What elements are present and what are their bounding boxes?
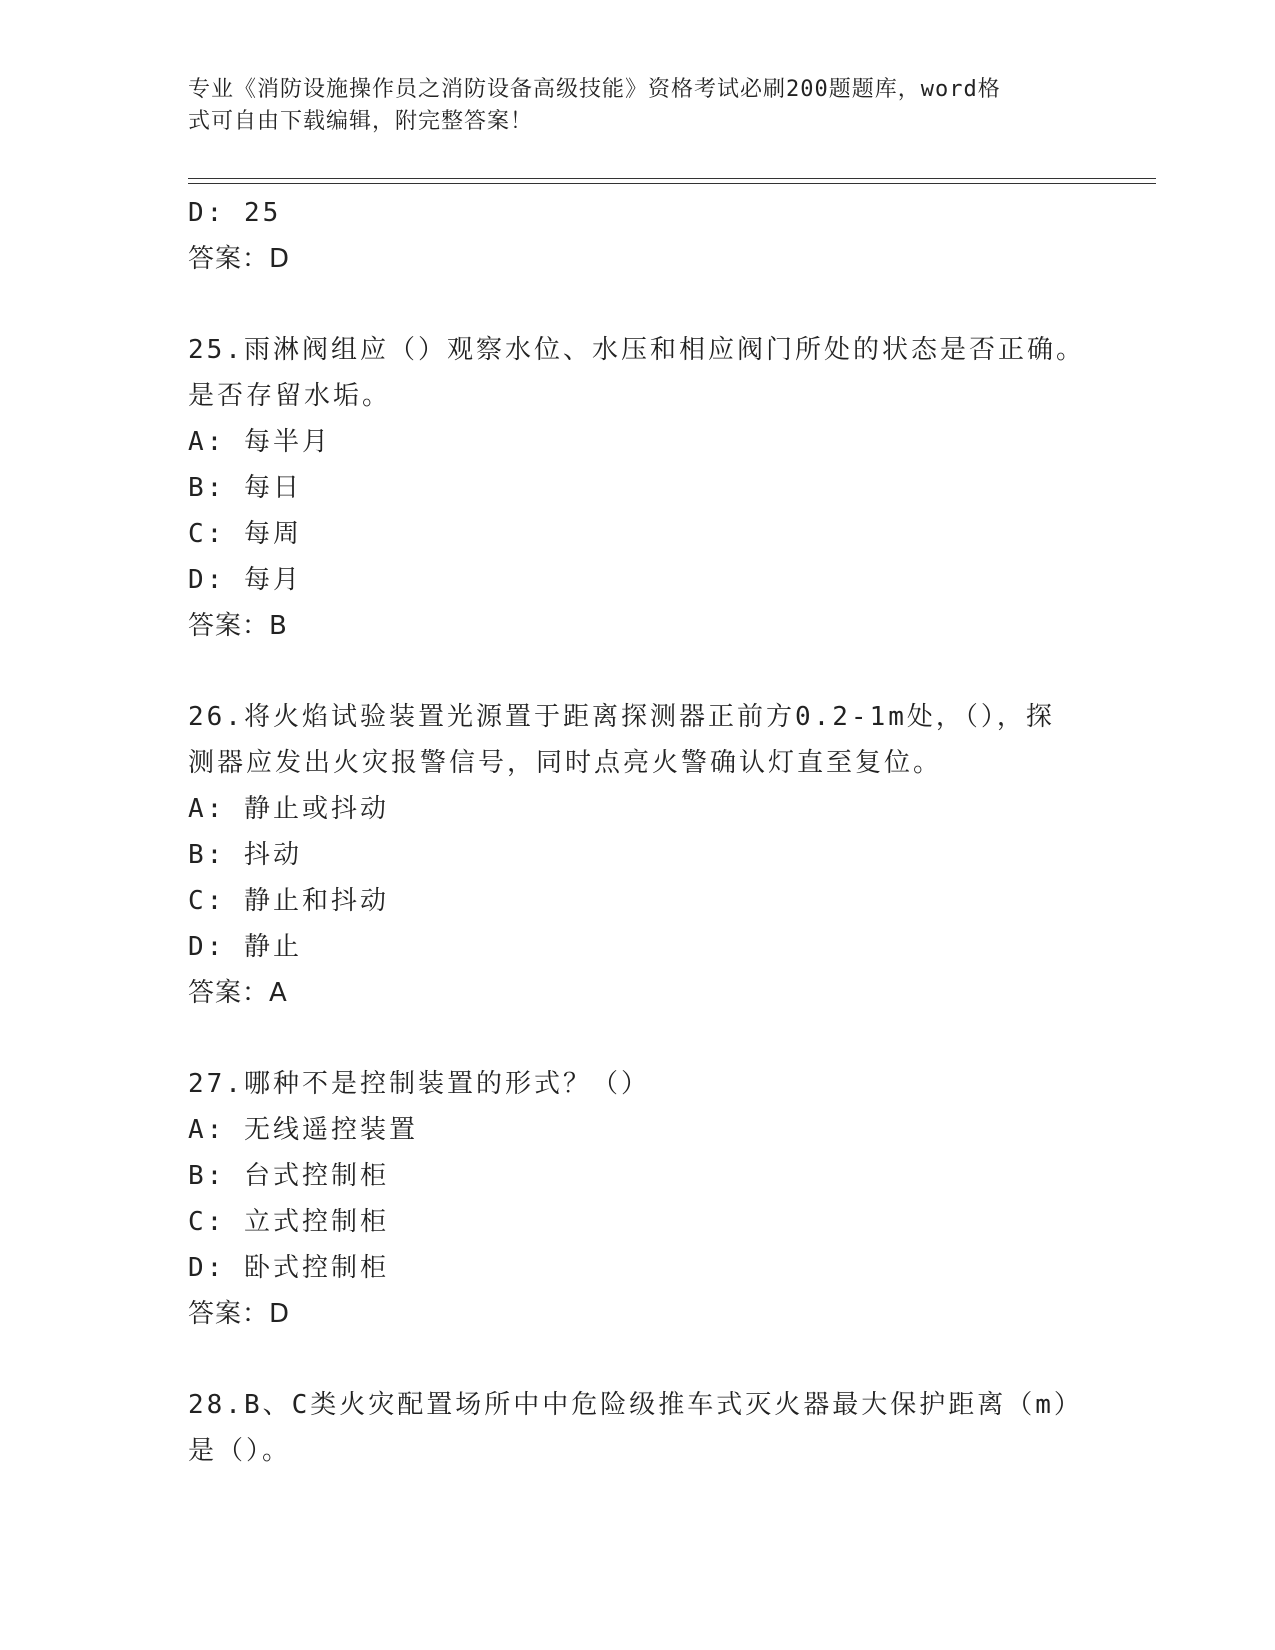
document-header	[188, 74, 1068, 138]
option-c: C: 静止和抖动	[188, 886, 389, 916]
option-a: A: 每半月	[188, 427, 331, 457]
option-a: A: 无线遥控装置	[188, 1115, 418, 1145]
answer-line: 答案：D	[188, 1299, 291, 1329]
question-stem-continued: 是（）。	[188, 1436, 292, 1466]
option-c: C: 每周	[188, 519, 302, 549]
question-list	[188, 190, 1088, 1474]
option-d: D: 静止	[188, 932, 302, 962]
option-c: C: 立式控制柜	[188, 1207, 389, 1237]
option-a: A: 静止或抖动	[188, 794, 389, 824]
option-b: B: 台式控制柜	[188, 1161, 389, 1191]
question-28	[188, 1382, 1088, 1474]
header-divider-bottom	[188, 183, 1156, 184]
header-line-2: 式可自由下载编辑，附完整答案！	[188, 109, 534, 134]
answer-line: 答案：D	[188, 244, 291, 274]
option-b: B: 每日	[188, 473, 302, 503]
header-divider-top	[188, 178, 1156, 179]
previous-question-tail	[188, 190, 1088, 282]
option-b: B: 抖动	[188, 840, 302, 870]
question-stem-continued: 测器应发出火灾报警信号，同时点亮火警确认灯直至复位。	[188, 748, 943, 778]
option-d: D: 25	[188, 198, 282, 228]
option-d: D: 卧式控制柜	[188, 1253, 389, 1283]
question-stem: 26.将火焰试验装置光源置于距离探测器正前方0.2-1m处，（），探	[188, 702, 1055, 732]
question-stem-continued: 是否存留水垢。	[188, 381, 392, 411]
question-stem: 27.哪种不是控制装置的形式？（）	[188, 1069, 650, 1099]
question-27	[188, 1061, 1088, 1337]
header-line-1: 专业《消防设施操作员之消防设备高级技能》资格考试必刷200题题库，word格	[188, 77, 1001, 102]
question-25	[188, 327, 1088, 649]
question-26	[188, 694, 1088, 1016]
answer-line: 答案：A	[188, 978, 288, 1008]
option-d: D: 每月	[188, 565, 302, 595]
question-stem: 25.雨淋阀组应（）观察水位、水压和相应阀门所处的状态是否正确。	[188, 335, 1085, 365]
question-stem: 28.B、C类火灾配置场所中中危险级推车式灭火器最大保护距离（m）	[188, 1390, 1083, 1420]
answer-line: 答案：B	[188, 611, 288, 641]
